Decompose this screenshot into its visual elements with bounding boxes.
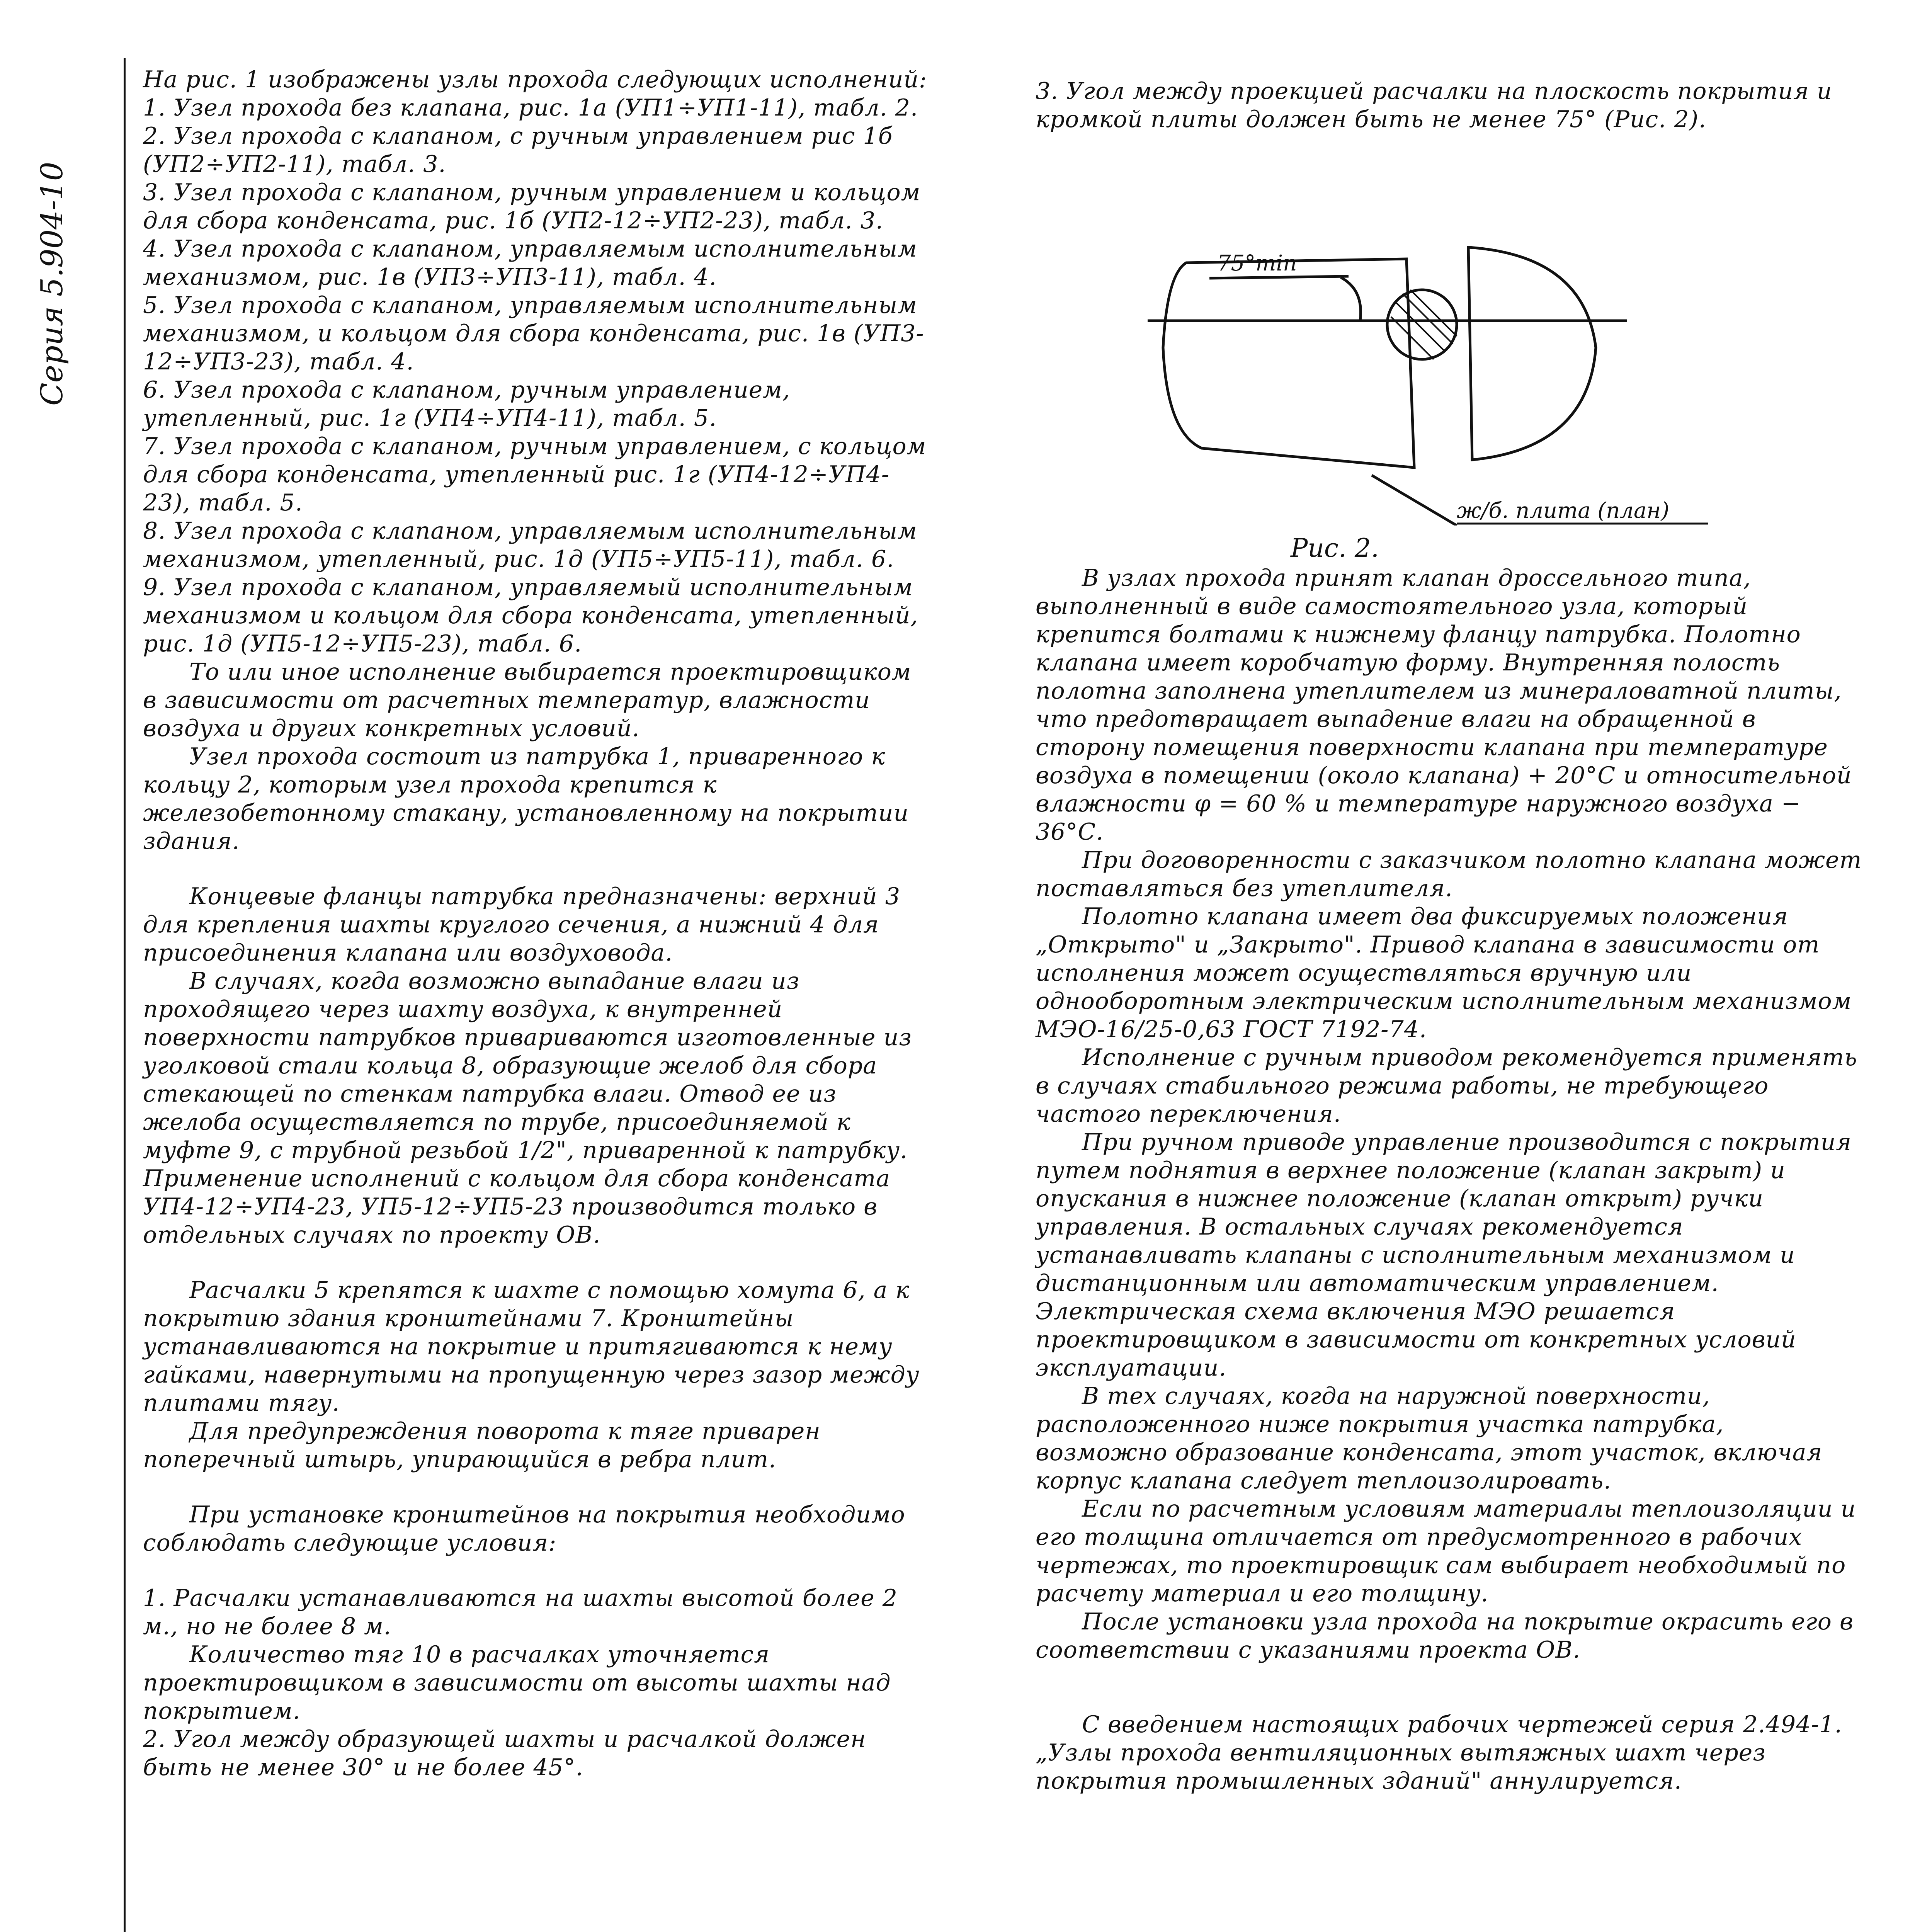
- paragraph: Если по расчетным условиям материалы теплоизоляции и его толщина отличается от предусмотренного в рабочих чертежах, то проектировщик сам выбирает необходимый по расчету материал и его толщину.: [1036, 1495, 1856, 1607]
- leader-line: [1372, 475, 1457, 526]
- list-item: 3. Угол между проекцией расчалки на плоскость покрытия и кромкой плиты должен быть не менее 75° (Рис. 2).: [1036, 78, 1832, 133]
- list-item: 1. Узел прохода без клапана, рис. 1а (УП1÷УП1-11), табл. 2.: [143, 94, 918, 121]
- angle-label: 75°min: [1217, 251, 1297, 276]
- paragraph: После установки узла прохода на покрытие окрасить его в соответствии с указаниями проекта ОВ.: [1036, 1608, 1854, 1663]
- figure-caption: Рис. 2.: [1291, 533, 1379, 563]
- paragraph: Расчалки 5 крепятся к шахте с помощью хомута 6, а к покрытию здания кронштейнами 7. Кронштейны устанавливаются на покрытие и притягиваются к нему гайками, навернутыми на пропущенную через зазор между плитами тягу.: [143, 1277, 920, 1417]
- list-item: 2. Угол между образующей шахты и расчалкой должен быть не менее 30° и не более 45°.: [143, 1726, 866, 1781]
- paragraph: Для предупреждения поворота к тяге приварен поперечный штырь, упирающийся в ребра плит.: [143, 1418, 821, 1473]
- list-item: 6. Узел прохода с клапаном, ручным управлением, утепленный, рис. 1г (УП4÷УП4-11), табл. 5.: [143, 376, 791, 432]
- list-item: 2. Узел прохода с клапаном, с ручным управлением рис 1б (УП2÷УП2-11), табл. 3.: [143, 122, 893, 178]
- angle-arc: [1341, 277, 1361, 321]
- list-item: 3. Узел прохода с клапаном, ручным управлением и кольцом для сбора конденсата, рис. 1б (УП2-12÷УП2-23), табл. 3.: [143, 179, 921, 234]
- paragraph: Исполнение с ручным приводом рекомендуется применять в случаях стабильного режима работы, не требующего частого переключения.: [1036, 1044, 1857, 1128]
- list-item: 4. Узел прохода с клапаном, управляемым исполнительным механизмом, рис. 1в (УП3÷УП3-11), табл. 4.: [143, 235, 917, 291]
- paragraph: При установке кронштейнов на покрытия необходимо соблюдать следующие условия:: [143, 1501, 905, 1556]
- paragraph: Узел прохода состоит из патрубка 1, приваренного к кольцу 2, которым узел прохода крепится к железобетонному стакану, установленному на покрытии здания.: [143, 743, 909, 855]
- annulment-note: С введением настоящих рабочих чертежей серия 2.494-1. „Узлы прохода вентиляционных вытяжных шахт через покрытия промышленных зданий" аннулируется.: [1036, 1711, 1842, 1794]
- angle-dimension-line: [1209, 276, 1349, 278]
- list-item: 1. Расчалки устанавливаются на шахты высотой более 2 м., но не более 8 м.: [143, 1585, 898, 1640]
- right-plate: [1468, 247, 1596, 460]
- shaft-section: [1387, 290, 1457, 359]
- right-text-column: [1036, 564, 1862, 1795]
- paragraph: На рис. 1 изображены узлы прохода следующих исполнений:: [143, 66, 927, 93]
- series-label: Серия 5.904-10: [35, 162, 70, 406]
- list-item: 5. Узел прохода с клапаном, управляемым исполнительным механизмом, и кольцом для сбора конденсата, рис. 1в (УП3-12÷УП3-23), табл. 4.: [143, 292, 924, 375]
- list-item: 7. Узел прохода с клапаном, ручным управлением, с кольцом для сбора конденсата, утепленный рис. 1г (УП4-12÷УП4-23), табл. 5.: [143, 433, 927, 516]
- paragraph: В случаях, когда возможно выпадание влаги из проходящего через шахту воздуха, к внутренней поверхности патрубков привариваются изготовленные из уголковой стали кольца 8, образующие желоб для сбора стекающей по стенкам патрубка влаги. Отвод ее из желоба осуществляется по трубе, присоединяемой к муфте 9, с трубной резьбой 1/2", приваренной к патрубку.: [143, 968, 912, 1164]
- paragraph: То или иное исполнение выбирается проектировщиком в зависимости от расчетных температур, влажности воздуха и других конкретных условий.: [143, 658, 912, 742]
- list-item: 8. Узел прохода с клапаном, управляемым исполнительным механизмом, утепленный, рис. 1д (УП5÷УП5-11), табл. 6.: [143, 517, 917, 573]
- left-plate: [1163, 259, 1414, 468]
- left-text-column: [143, 66, 931, 1782]
- list-item: 9. Узел прохода с клапаном, управляемый исполнительным механизмом и кольцом для сбора конденсата, утепленный, рис. 1д (УП5-12÷УП5-23), табл. 6.: [143, 574, 918, 657]
- paragraph: Количество тяг 10 в расчалках уточняется проектировщиком в зависимости от высоты шахты над покрытием.: [143, 1641, 891, 1725]
- plate-label: ж/б. плита (план): [1457, 498, 1670, 523]
- figure-2-diagram: [1140, 232, 1719, 526]
- paragraph: При договоренности с заказчиком полотно клапана может поставляться без утеплителя.: [1036, 847, 1862, 902]
- right-top-text: [1036, 77, 1862, 134]
- paragraph: В узлах прохода принят клапан дроссельного типа, выполненный в виде самостоятельного узла, который крепится болтами к нижнему фланцу патрубка. Полотно клапана имеет коробчатую форму. Внутренняя полость полотна заполнена утеплителем из минераловатной плиты, что предотвращает выпадение влаги на обращенной в сторону помещения поверхности клапана при температуре воздуха в помещении (около клапана) + 20°С и относительной влажности φ = 60 % и температуре наружного воздуха − 36°С.: [1036, 565, 1852, 845]
- paragraph: Применение исполнений с кольцом для сбора конденсата УП4-12÷УП4-23, УП5-12÷УП5-23 производится только в отдельных случаях по проекту ОВ.: [143, 1165, 891, 1248]
- paragraph: В тех случаях, когда на наружной поверхности, расположенного ниже покрытия участка патрубка, возможно образование конденсата, этот участок, включая корпус клапана следует теплоизолировать.: [1036, 1383, 1823, 1494]
- paragraph: Концевые фланцы патрубка предназначены: верхний 3 для крепления шахты круглого сечения, а нижний 4 для присоединения клапана или воздуховода.: [143, 883, 901, 966]
- left-frame-line: [124, 58, 126, 1932]
- paragraph: При ручном приводе управление производится с покрытия путем поднятия в верхнее положение (клапан закрыт) и опускания в нижнее положение (клапан открыт) ручки управления. В остальных случаях рекомендуется устанавливать клапаны с исполнительным механизмом и дистанционным или автоматическим управлением. Электрическая схема включения МЭО решается проектировщиком в зависимости от конкретных условий эксплуатации.: [1036, 1129, 1852, 1381]
- paragraph: Полотно клапана имеет два фиксируемых положения „Открыто" и „Закрыто". Привод клапана в зависимости от исполнения может осуществляться вручную или однооборотным электрическим исполнительным механизмом МЭО-16/25-0,63 ГОСТ 7192-74.: [1036, 903, 1852, 1043]
